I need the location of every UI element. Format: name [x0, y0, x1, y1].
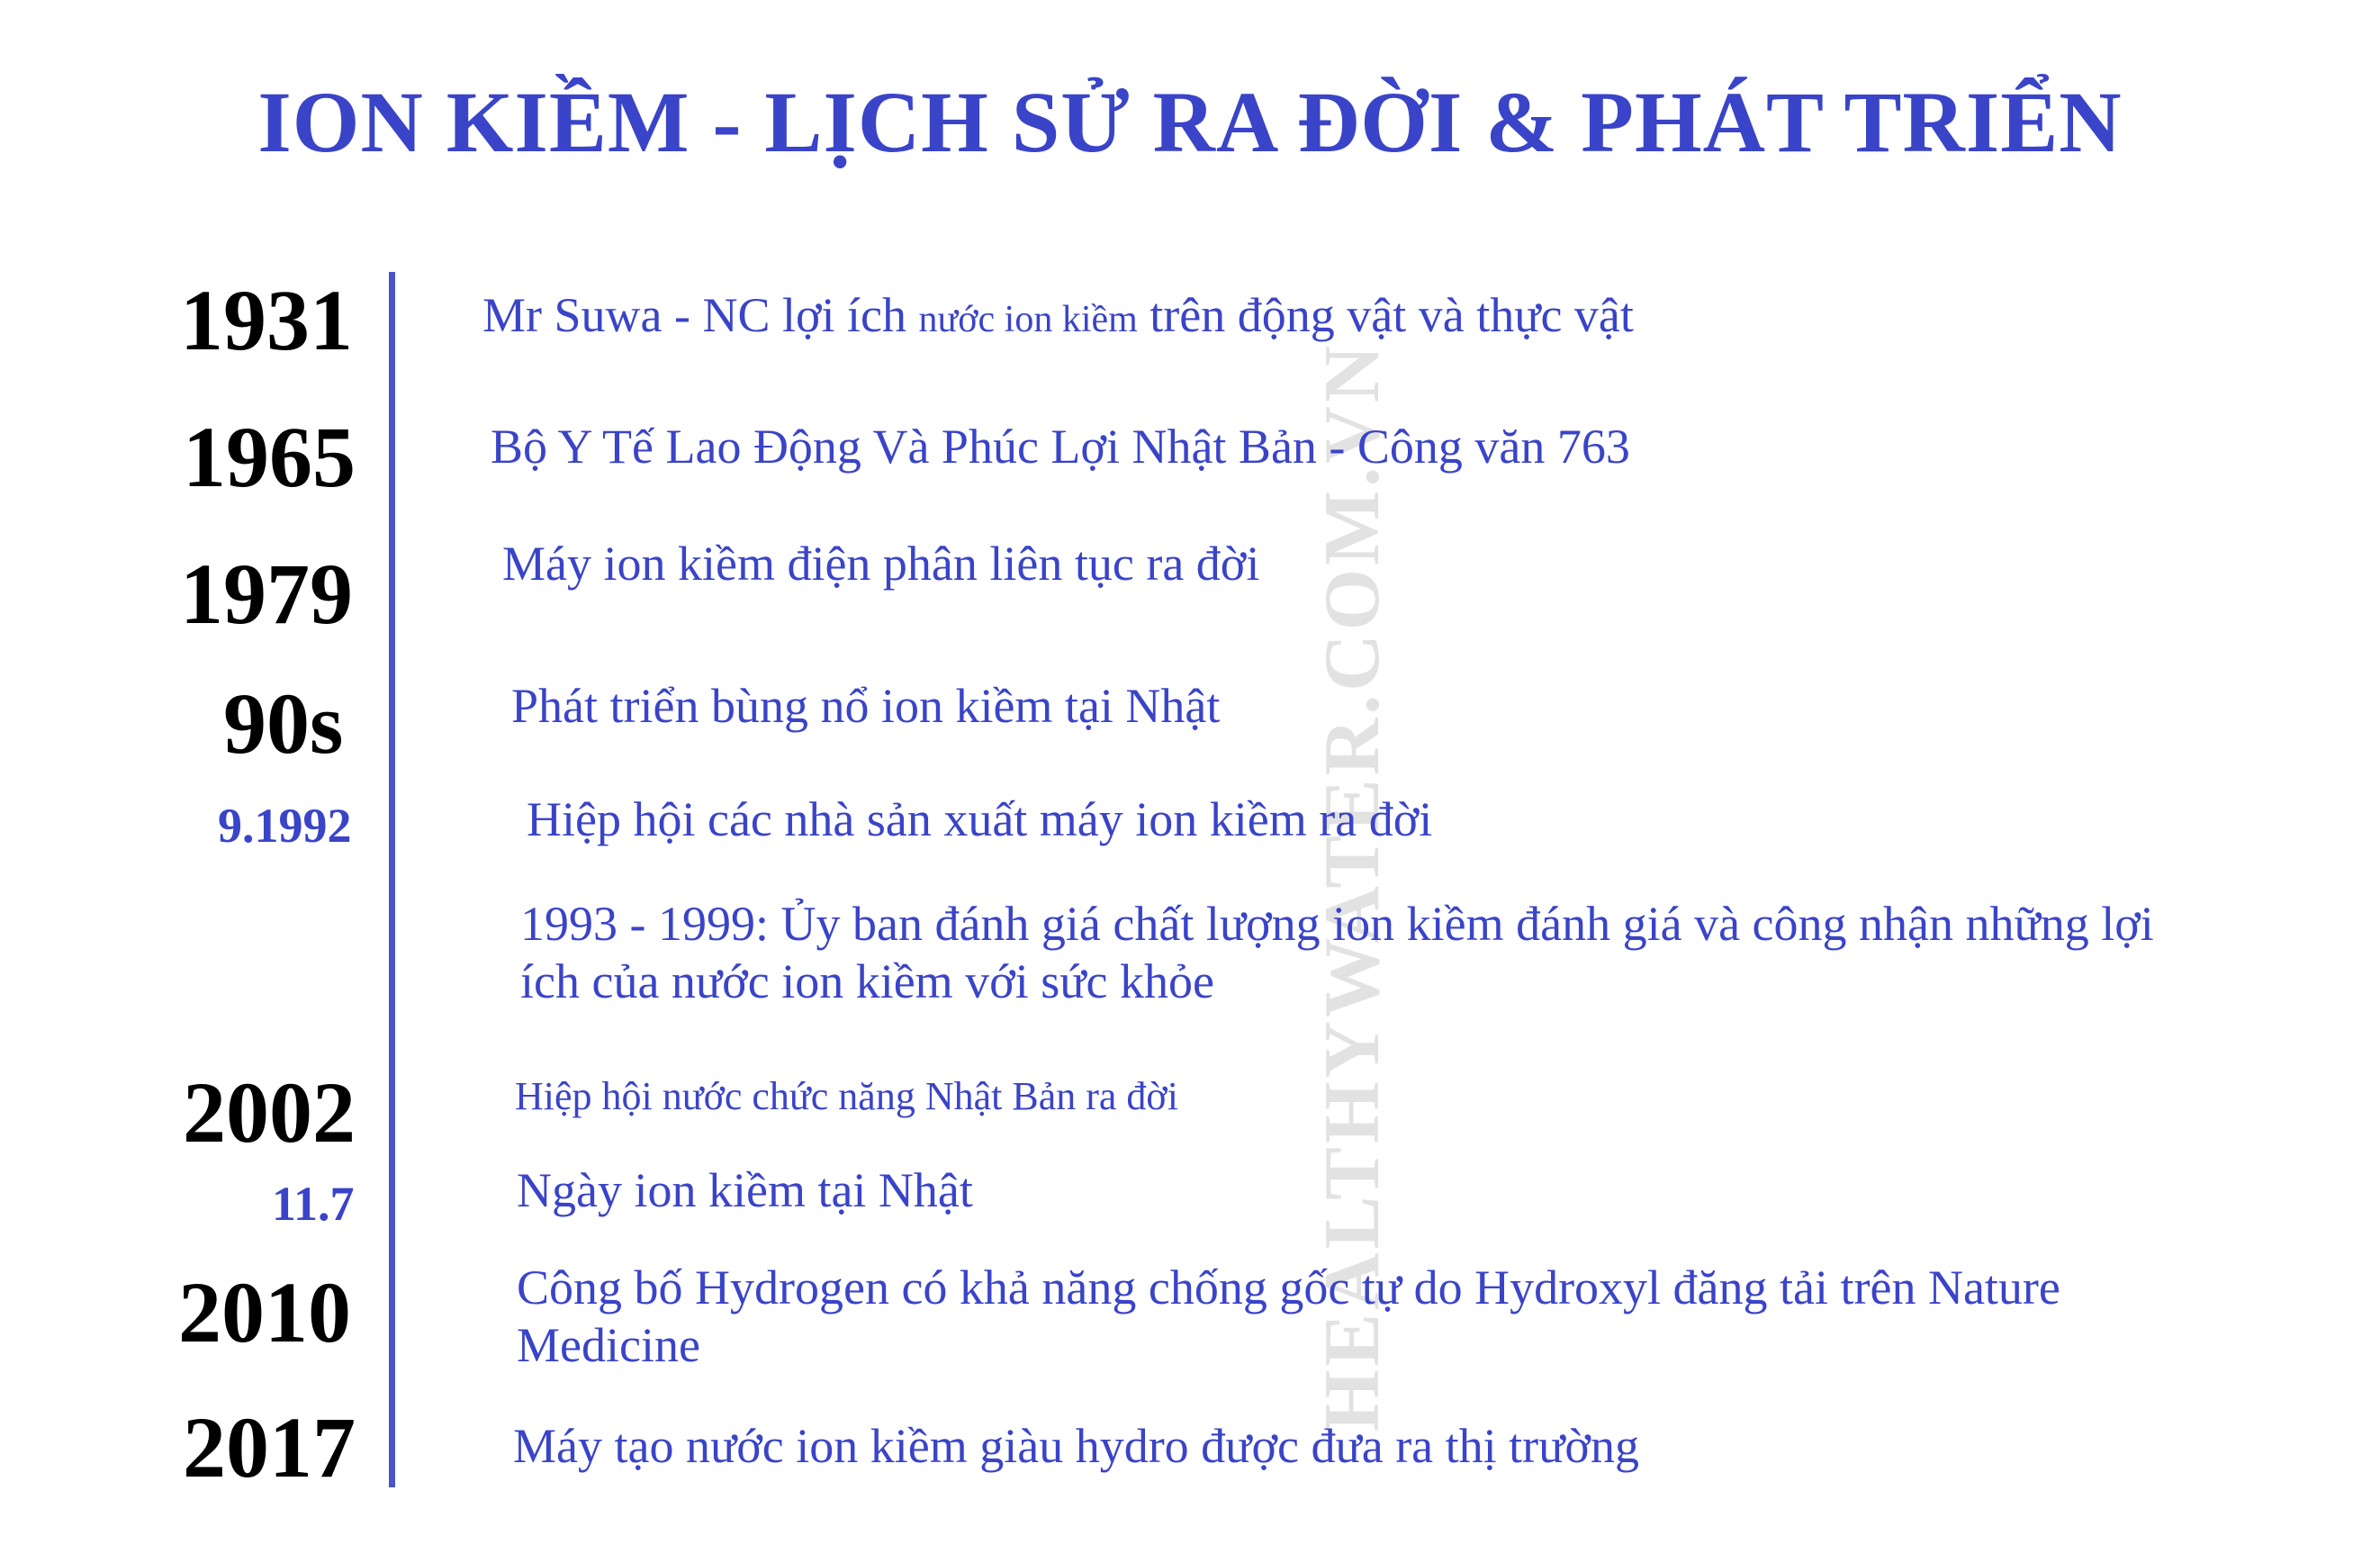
event-1931 [482, 286, 1634, 345]
year-90s: 90s [223, 675, 344, 772]
timeline-line [389, 272, 395, 1487]
event-1979: Máy ion kiềm điện phân liên tục ra đời [502, 537, 1260, 591]
event-2010: Công bố Hydrogen có khả năng chống gốc tự do Hydroxyl đăng tải trên Nature Medicine [517, 1260, 2060, 1372]
year-2010: 2010 [178, 1264, 351, 1360]
event-1931-part-b: nước ion kiềm [918, 299, 1138, 340]
year-1931: 1931 [180, 272, 353, 368]
event-1931-part-c: trên động vật và thực vật [1137, 288, 1634, 342]
event-2002: Hiệp hội nước chức năng Nhật Bản ra đời [515, 1074, 1178, 1118]
page-title: ION KIỀM - LỊCH SỬ RA ĐỜI & PHÁT TRIỂN [257, 74, 2123, 170]
year-2002: 2002 [183, 1064, 356, 1161]
date-11-7: 11.7 [272, 1177, 355, 1231]
event-1993-1999: 1993 - 1999: Ủy ban đánh giá chất lượng ion kiềm đánh giá và công nhận những lợi ích của nước ion kiềm với sức khỏe [520, 897, 2154, 1008]
watermark: HEALTHYWATER.COM.VN [1309, 341, 1396, 1432]
date-9-1992: 9.1992 [218, 799, 352, 853]
year-1965: 1965 [183, 409, 356, 505]
year-1979: 1979 [180, 546, 353, 642]
event-1931-part-a: Mr Suwa - NC lợi ích [482, 288, 919, 342]
event-2017: Máy tạo nước ion kiềm giàu hydro được đưa ra thị trường [513, 1419, 1639, 1473]
event-11-7: Ngày ion kiềm tại Nhật [517, 1163, 973, 1217]
event-9-1992: Hiệp hội các nhà sản xuất máy ion kiềm ra đời [527, 792, 1433, 846]
event-90s: Phát triển bùng nổ ion kiềm tại Nhật [511, 679, 1221, 733]
year-2017: 2017 [183, 1399, 356, 1495]
event-1965: Bộ Y Tế Lao Động Và Phúc Lợi Nhật Bản - Công văn 763 [491, 420, 1630, 474]
